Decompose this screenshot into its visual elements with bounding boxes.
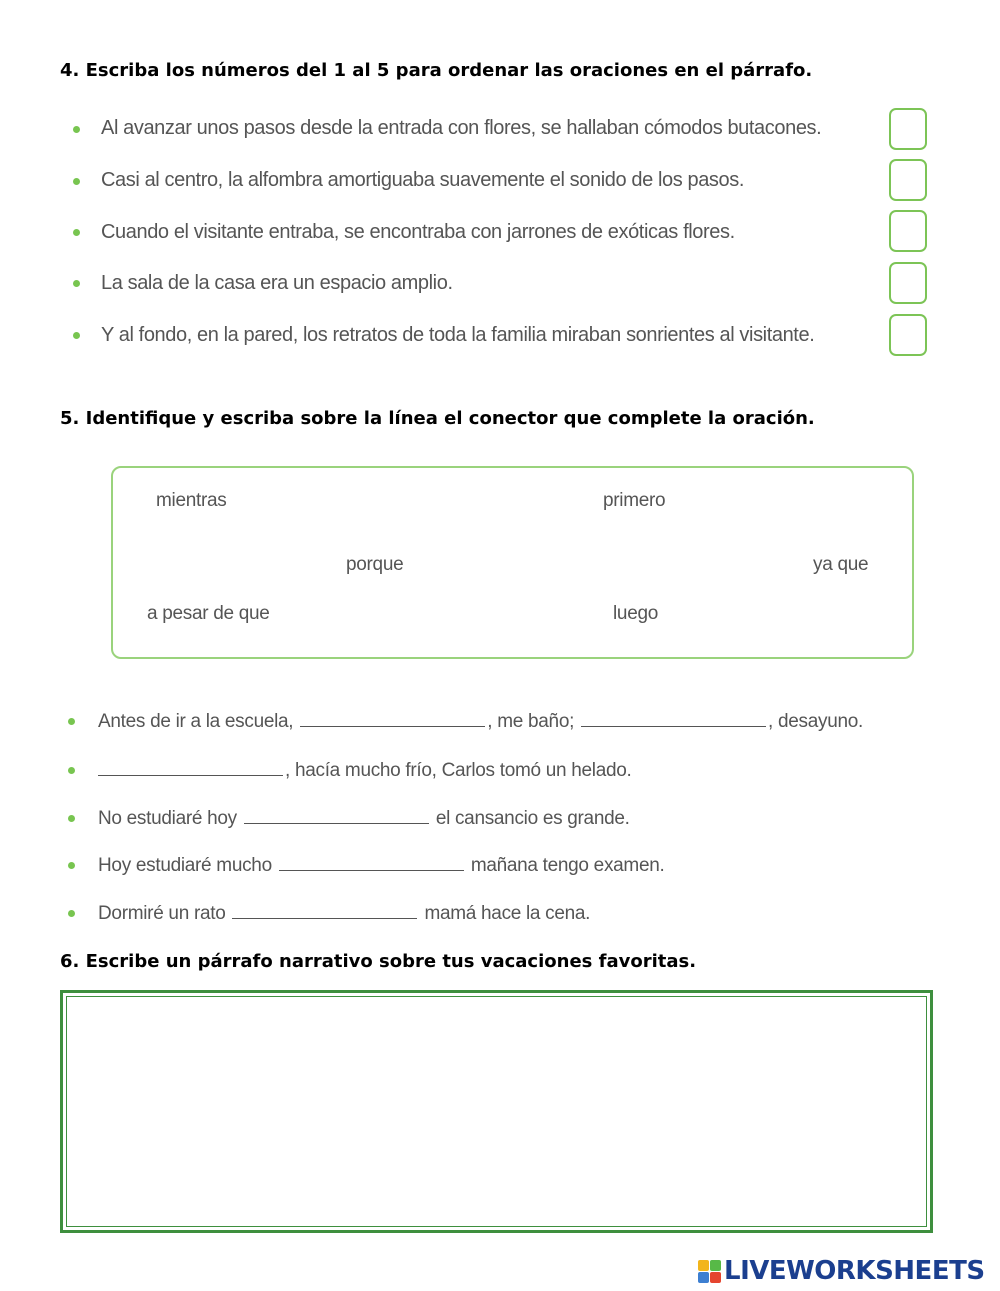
sentence-part: Dormiré un rato (98, 903, 226, 924)
bullet-icon (73, 280, 80, 287)
sentence-part: , hacía mucho frío, Carlos tomó un helado. (285, 760, 632, 781)
answer-blank[interactable] (244, 809, 429, 824)
answer-blank[interactable] (232, 904, 417, 919)
bullet-icon (68, 862, 75, 869)
connector-sentence-2 (98, 760, 631, 782)
bullet-icon (68, 718, 75, 725)
answer-blank[interactable] (279, 856, 464, 871)
order-number-input-3[interactable] (889, 210, 927, 252)
answer-blank[interactable] (98, 761, 283, 776)
connector-sentence-1 (98, 711, 863, 733)
sentence-3: Cuando el visitante entraba, se encontraba con jarrones de exóticas flores. (101, 221, 735, 243)
question-4-title: 4. Escriba los números del 1 al 5 para ordenar las oraciones en el párrafo. (60, 60, 813, 81)
sentence-part: el cansancio es grande. (435, 808, 630, 829)
bullet-icon (73, 332, 80, 339)
order-number-input-1[interactable] (889, 108, 927, 150)
bullet-icon (68, 910, 75, 917)
question-5-title: 5. Identifique y escriba sobre la línea el conector que complete la oración. (60, 408, 815, 429)
sentence-2: Casi al centro, la alfombra amortiguaba suavemente el sonido de los pasos. (101, 169, 744, 191)
sentence-5: Y al fondo, en la pared, los retratos de toda la familia miraban sonrientes al visitante. (101, 324, 815, 346)
sentence-part: mamá hace la cena. (424, 903, 591, 924)
connector-sentence-3 (98, 808, 630, 830)
logo-text: LIVEWORKSHEETS (724, 1256, 985, 1286)
connector-sentence-5 (98, 903, 590, 925)
bullet-icon (68, 815, 75, 822)
bullet-icon (73, 126, 80, 133)
word-bank-item: primero (603, 490, 666, 511)
order-number-input-2[interactable] (889, 159, 927, 201)
word-bank-item: porque (346, 554, 404, 575)
bullet-icon (68, 767, 75, 774)
sentence-part: Hoy estudiaré mucho (98, 855, 272, 876)
sentence-4: La sala de la casa era un espacio amplio. (101, 272, 453, 294)
paragraph-text-area[interactable] (60, 990, 933, 1233)
word-bank-item: luego (613, 603, 658, 624)
answer-blank[interactable] (300, 712, 485, 727)
sentence-part: , me baño; (487, 711, 575, 732)
paragraph-text-area-inner-border (66, 996, 927, 1227)
word-bank-item: ya que (813, 554, 869, 575)
sentence-part: No estudiaré hoy (98, 808, 237, 829)
sentence-1: Al avanzar unos pasos desde la entrada con flores, se hallaban cómodos butacones. (101, 117, 822, 139)
word-bank-item: mientras (156, 490, 227, 511)
sentence-part: Antes de ir a la escuela, (98, 711, 294, 732)
order-number-input-4[interactable] (889, 262, 927, 304)
word-bank-item: a pesar de que (147, 603, 270, 624)
logo-icon (698, 1260, 721, 1283)
word-bank (111, 466, 914, 659)
connector-sentence-4 (98, 855, 664, 877)
question-6-title: 6. Escribe un párrafo narrativo sobre tus vacaciones favoritas. (60, 951, 697, 972)
sentence-part: , desayuno. (768, 711, 863, 732)
bullet-icon (73, 178, 80, 185)
answer-blank[interactable] (581, 712, 766, 727)
liveworksheets-logo (698, 1254, 985, 1288)
bullet-icon (73, 229, 80, 236)
sentence-part: mañana tengo examen. (470, 855, 665, 876)
order-number-input-5[interactable] (889, 314, 927, 356)
